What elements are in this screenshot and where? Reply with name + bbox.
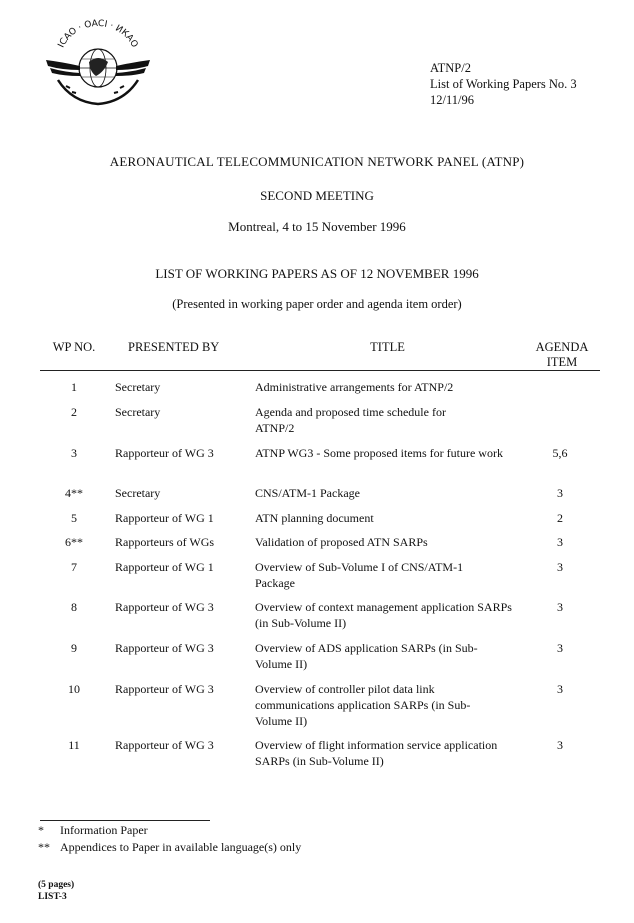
presented-by: Secretary <box>115 380 161 394</box>
document-reference <box>430 60 577 108</box>
paper-title: Overview of controller pilot data link communications application SARPs (in Sub-Volume II) <box>255 682 471 728</box>
wp-number: 3 <box>71 446 77 460</box>
list-title: LIST OF WORKING PAPERS AS OF 12 NOVEMBER 1996 <box>155 266 479 281</box>
document-code: LIST-3 <box>38 892 67 902</box>
page-count: (5 pages) <box>38 880 75 890</box>
wp-number: 7 <box>71 560 77 574</box>
presented-by: Rapporteur of WG 3 <box>115 641 214 655</box>
presented-by: Secretary <box>115 486 161 500</box>
presented-by: Rapporteur of WG 1 <box>115 511 214 525</box>
paper-title: Administrative arrangements for ATNP/2 <box>255 380 454 394</box>
paper-title: Overview of context management application SARPs (in Sub-Volume II) <box>255 600 512 630</box>
footnote-mark: ** <box>38 840 50 854</box>
meeting-title: SECOND MEETING <box>260 188 374 203</box>
paper-title: Overview of ADS application SARPs (in Sub-Volume II) <box>255 641 478 671</box>
panel-title: AERONAUTICAL TELECOMMUNICATION NETWORK PANEL (ATNP) <box>109 154 525 169</box>
emblem-text: ICAO · OACI · ИКАО <box>56 18 140 50</box>
doc-ref-code: ATNP/2 <box>430 61 471 75</box>
agenda-item: 3 <box>557 682 563 696</box>
doc-ref-list-number: List of Working Papers No. 3 <box>430 77 577 91</box>
agenda-item: 3 <box>557 486 563 500</box>
order-note: (Presented in working paper order and agenda item order) <box>172 297 462 311</box>
presented-by: Secretary <box>115 405 161 419</box>
place-date: Montreal, 4 to 15 November 1996 <box>228 219 406 234</box>
agenda-item: 3 <box>557 738 563 752</box>
header-title: TITLE <box>370 340 405 354</box>
paper-title: Validation of proposed ATN SARPs <box>255 535 428 549</box>
agenda-item: 3 <box>557 641 563 655</box>
presented-by: Rapporteur of WG 3 <box>115 600 214 614</box>
footnote-divider <box>40 820 210 821</box>
header-agenda-label: AGENDA <box>535 340 589 354</box>
paper-title: Overview of Sub-Volume I of CNS/ATM-1 Package <box>255 560 464 590</box>
wp-number: 8 <box>71 600 77 614</box>
wp-number: 10 <box>68 682 80 696</box>
agenda-item: 5,6 <box>552 446 568 460</box>
wp-number: 11 <box>68 738 80 752</box>
header-presented-by: PRESENTED BY <box>128 340 220 354</box>
paper-title: Overview of flight information service application SARPs (in Sub-Volume II) <box>255 738 498 768</box>
footnote-mark: * <box>38 823 44 837</box>
wp-number: 6** <box>65 535 83 549</box>
wp-number: 4** <box>65 486 83 500</box>
agenda-item: 3 <box>557 560 563 574</box>
svg-text:ICAO · OACI · ИКАО <box>57 19 140 50</box>
presented-by: Rapporteur of WG 3 <box>115 738 214 752</box>
agenda-item: 3 <box>557 600 563 614</box>
doc-ref-date: 12/11/96 <box>430 93 474 107</box>
presented-by: Rapporteur of WG 3 <box>115 682 214 696</box>
presented-by: Rapporteurs of WGs <box>115 535 215 549</box>
paper-title: Agenda and proposed time schedule for ATNP/2 <box>255 405 446 435</box>
footnote-text: Appendices to Paper in available language(s) only <box>60 840 302 854</box>
agenda-item: 3 <box>557 535 563 549</box>
header-wp-no: WP NO. <box>52 340 96 354</box>
header-item-label: ITEM <box>546 355 578 369</box>
page-info <box>38 879 74 903</box>
header-agenda-item <box>522 340 602 370</box>
footnote-appendices <box>38 840 301 855</box>
wp-number: 1 <box>71 380 77 394</box>
paper-title: ATNP WG3 - Some proposed items for future work <box>255 446 503 460</box>
footnote-text: Information Paper <box>60 823 148 837</box>
footnote-information-paper <box>38 823 148 838</box>
header-divider <box>40 370 600 371</box>
wp-number: 2 <box>71 405 77 419</box>
presented-by: Rapporteur of WG 1 <box>115 560 214 574</box>
paper-title: ATN planning document <box>255 511 374 525</box>
icao-emblem <box>42 16 154 108</box>
icao-emblem-icon <box>42 16 154 108</box>
presented-by: Rapporteur of WG 3 <box>115 446 214 460</box>
wp-number: 9 <box>71 641 77 655</box>
paper-title: CNS/ATM-1 Package <box>255 486 360 500</box>
agenda-item: 2 <box>557 511 563 525</box>
wp-number: 5 <box>71 511 77 525</box>
